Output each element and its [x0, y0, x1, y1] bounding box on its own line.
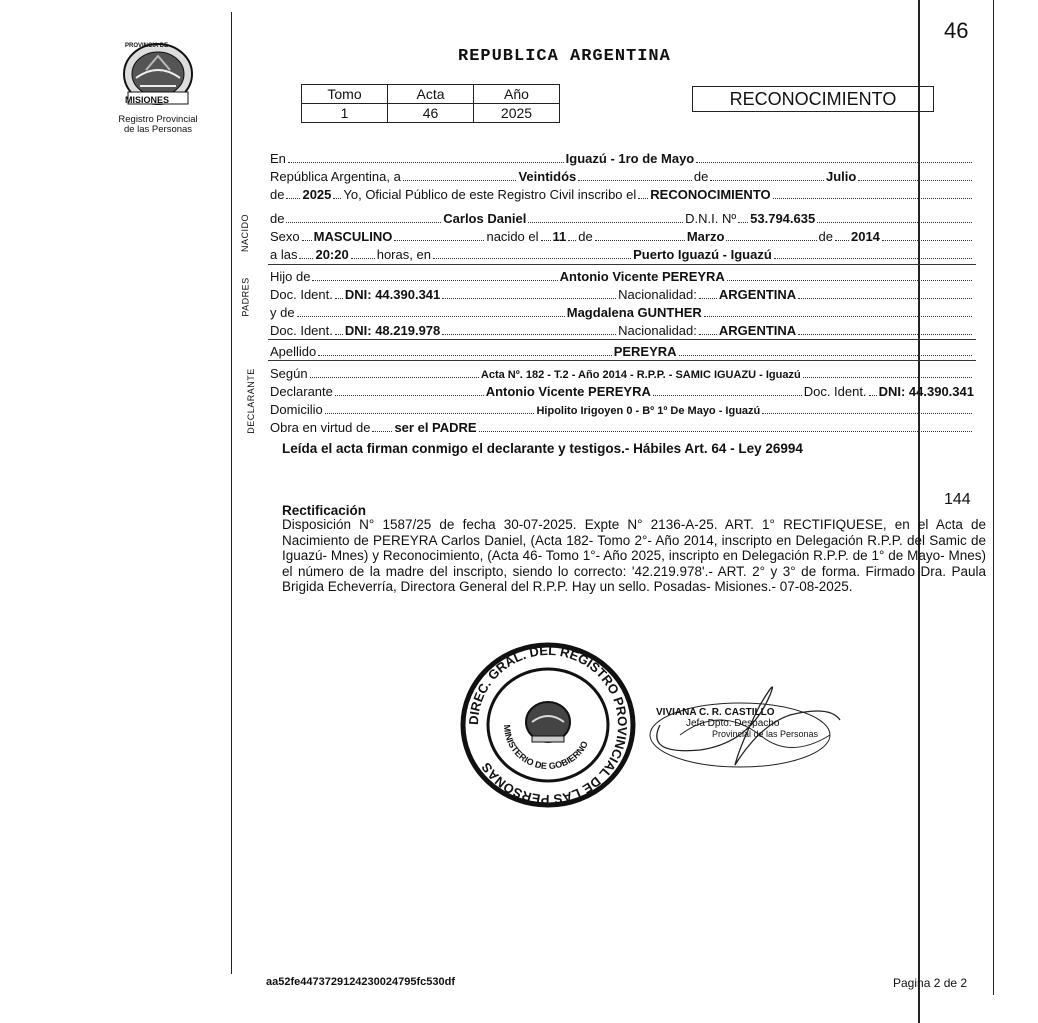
row-year: de 2025 Yo, Oficial Público de este Registro Civil inscribo el RECONOCIMIENTO [270, 184, 974, 202]
signature-block [656, 707, 818, 740]
col-header-tomo: Tomo [302, 85, 388, 104]
acta-value: 46 [388, 104, 474, 123]
col-header-anio: Año [474, 85, 560, 104]
stamp-outer-text: DIREC. GRAL. DEL REGISTRO PROVINCIAL DE LAS PERSONAS [465, 642, 631, 808]
tomo-value: 1 [302, 104, 388, 123]
side-label-nacido: NACIDO [240, 213, 251, 253]
row-apellido: Apellido PEREYRA [270, 341, 974, 359]
logo-caption: Registro Provincial de las Personas [118, 114, 198, 135]
act-type-box: RECONOCIMIENTO [692, 86, 934, 112]
section-divider [268, 264, 976, 265]
rectificacion-body: Disposición N° 1587/25 de fecha 30-07-2025. Expte N° 2136-A-25. ART. 1° RECTIFIQUESE, en el Acta de Nacimiento de PEREYRA Carlos Daniel, (Acta 182- Tomo 2°- Año 2014, inscripto en Delegación R.P.P. del Samic de Iguazú- Mnes) y Reconocimiento, (Acta 46- Tomo 1°- Año 2025, inscripto en Delegación R.P.P. de 1° de Mayo- Mnes) el número de la madre del inscripto, siendo lo correcto: '42.219.978'.- ART. 2° y 3° de forma. Firmado Dra. Paula Brigida Echeverría, Directora General del R.P.P. Hay un sello. Posadas- Misiones.- 07-08-2025. [282, 517, 986, 595]
record-table [301, 84, 560, 123]
time-value: 20:20 [315, 247, 349, 262]
row-mother: y de Magdalena GUNTHER [270, 302, 974, 320]
father-doc: DNI: 44.390.341 [344, 287, 441, 302]
logo-text-top: PROVINCIA DE [125, 43, 169, 49]
row-mother-doc: Doc. Ident. DNI: 48.219.978 Nacionalidad: ARGENTINA [270, 320, 974, 338]
signature-org: Provincial de las Personas [712, 729, 819, 739]
row-time: a las 20:20 horas, en Puerto Iguazú - Iguazú [270, 244, 974, 262]
col-header-acta: Acta [388, 85, 474, 104]
day-value: Veintidós [518, 169, 577, 184]
row-declarante: Declarante Antonio Vicente PEREYRA Doc. Ident. DNI: 44.390.341 [270, 384, 974, 399]
apellido-value: PEREYRA [613, 344, 677, 359]
birth-year: 2014 [850, 229, 880, 244]
logo-text-bottom: MISIONES [125, 95, 170, 105]
official-stamp [458, 640, 638, 810]
row-obra: Obra en virtud de ser el PADRE [270, 417, 974, 435]
father-value: Antonio Vicente PEREYRA [559, 269, 725, 284]
closing-statement: Leída el acta firman conmigo el declarante y testigos.- Hábiles Art. 64 - Ley 26994 [282, 441, 803, 456]
row-sexo: Sexo MASCULINO nacido el 11 de Marzo de 2014 [270, 226, 974, 244]
row-domicilio: Domicilio Hipolito Irigoyen 0 - Bº 1º De Mayo - Iguazú [270, 399, 974, 417]
declarante-value: Antonio Vicente PEREYRA [485, 384, 651, 399]
right-margin-rule [993, 0, 994, 995]
rectificacion-number: 144 [944, 491, 971, 508]
section-divider [268, 360, 976, 361]
registry-logo [103, 40, 213, 135]
anio-value: 2025 [474, 104, 560, 123]
name-value: Carlos Daniel [443, 211, 527, 226]
mother-value: Magdalena GUNTHER [566, 305, 702, 320]
row-hijo: Hijo de Antonio Vicente PEREYRA [270, 266, 974, 284]
father-nat: ARGENTINA [718, 287, 797, 302]
side-label-padres: PADRES [240, 277, 251, 317]
document-title: REPUBLICA ARGENTINA [458, 47, 671, 66]
row-republica: República Argentina, a Veintidós de Julio [270, 166, 974, 184]
left-margin-rule [231, 12, 232, 974]
signature-name: VIVIANA C. R. CASTILLO [656, 707, 775, 718]
dni-value: 53.794.635 [750, 211, 816, 226]
row-segun: Según Acta Nº. 182 - T.2 - Año 2014 - R.P.P. - SAMIC IGUAZU - Iguazú [270, 363, 974, 381]
segun-value: Acta Nº. 182 - T.2 - Año 2014 - R.P.P. - SAMIC IGUAZU - Iguazú [480, 369, 801, 381]
rectificacion-title: Rectificación [282, 503, 367, 518]
mother-nat: ARGENTINA [718, 323, 797, 338]
obra-value: ser el PADRE [394, 420, 477, 435]
mother-doc: DNI: 48.219.978 [344, 323, 441, 338]
stamp-inner-text: MINISTERIO DE GOBIERNO [501, 724, 590, 772]
document-hash: aa52fe447372912423002479​5fc530df [266, 976, 456, 988]
year-value: 2025 [302, 187, 332, 202]
birth-day: 11 [552, 229, 567, 244]
inscribo-value: RECONOCIMIENTO [650, 187, 771, 202]
declarante-doc: DNI: 44.390.341 [878, 384, 974, 399]
en-value: Iguazú - 1ro de Mayo [565, 151, 695, 166]
place-value: Puerto Iguazú - Iguazú [633, 247, 772, 262]
row-father-doc: Doc. Ident. DNI: 44.390.341 Nacionalidad: ARGENTINA [270, 284, 974, 302]
sexo-value: MASCULINO [313, 229, 393, 244]
page-number: 46 [944, 18, 969, 43]
birth-month: Marzo [686, 229, 725, 244]
row-en: En Iguazú - 1ro de Mayo [270, 148, 974, 166]
side-label-declarante: DECLARANTE [245, 368, 256, 434]
signature-role: Jefa Dpto. Despacho [686, 718, 780, 729]
row-name: de Carlos Daniel D.N.I. Nº 53.794.635 [270, 208, 974, 226]
domicilio-value: Hipolito Irigoyen 0 - Bº 1º De Mayo - Iguazú [536, 405, 761, 417]
section-divider [268, 339, 976, 340]
footer-page-count: Pagina 2 de 2 [893, 976, 968, 990]
month-value: Julio [826, 169, 857, 184]
